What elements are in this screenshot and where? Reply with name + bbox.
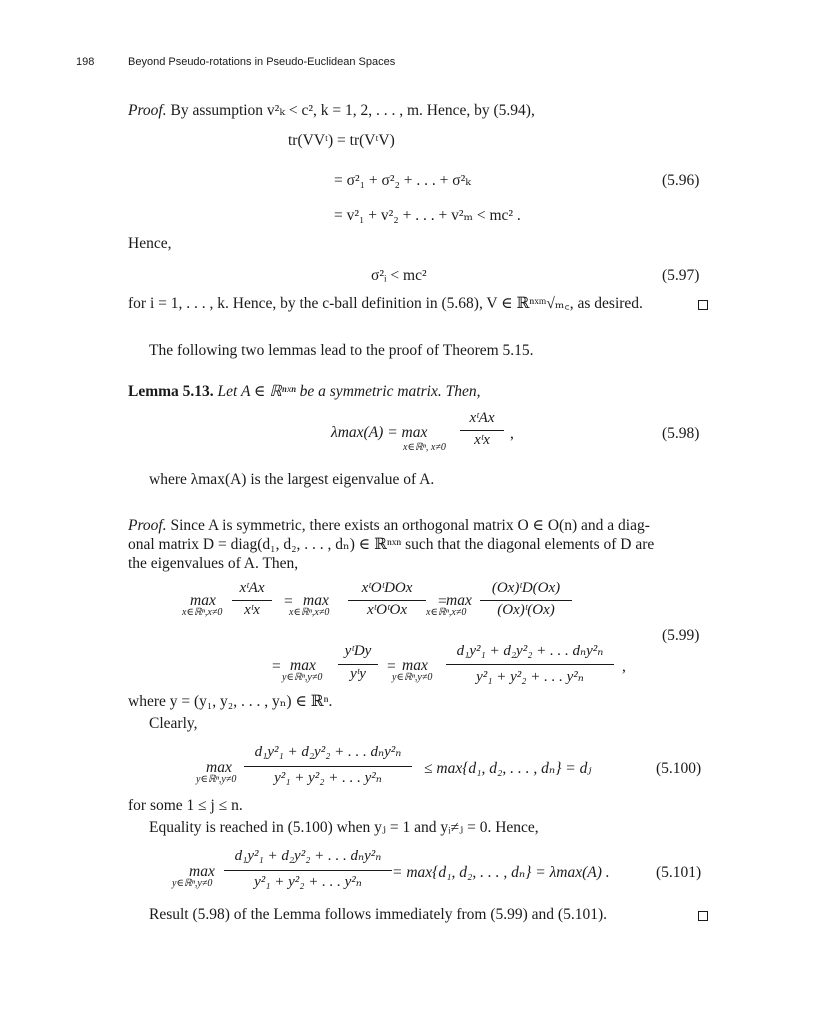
- eq98-den: xᵗx: [474, 432, 490, 448]
- eq101-max: max: [189, 863, 215, 880]
- proof1-intro: [128, 101, 535, 121]
- eq100-num: d₁y²₁ + d₂y²₂ + . . . dₙy²ₙ: [254, 744, 402, 760]
- eq100-bar: [244, 766, 412, 767]
- eq99-f3-bar: [480, 600, 572, 601]
- lemma-where: where λmax(A) is the largest eigenvalue of A.: [149, 471, 435, 488]
- eq100-sub: y∈ℝⁿ,y≠0: [196, 774, 237, 785]
- eq96-line1: tr(VVᵗ) = tr(VᵗV): [288, 132, 395, 149]
- eq97-number: (5.97): [662, 267, 700, 284]
- proof1-label: Proof.: [128, 102, 167, 119]
- eq100-max: max: [206, 759, 232, 776]
- qed-box-1: [698, 300, 708, 310]
- proof2-label: Proof.: [128, 517, 167, 534]
- eq99-f5-bar: [446, 664, 614, 665]
- eq100-number: (5.100): [656, 760, 702, 777]
- where-y-text: where y = (y₁, y₂, . . . , yₙ) ∈ ℝⁿ.: [128, 693, 333, 710]
- eq98-num: xᵗAx: [469, 410, 495, 426]
- eq99-sub-2: x∈ℝⁿ,x≠0: [289, 607, 330, 618]
- transition-text: The following two lemmas lead to the proof of Theorem 5.15.: [149, 342, 534, 359]
- eq101-number: (5.101): [656, 864, 702, 881]
- eq96-line2: = σ²₁ + σ²₂ + . . . + σ²ₖ: [334, 172, 471, 189]
- eq97: σ²ᵢ < mc²: [371, 267, 427, 284]
- proof2-line3: the eigenvalues of A. Then,: [128, 555, 299, 572]
- lemma-statement: [128, 382, 480, 402]
- page-number: 198: [76, 56, 95, 68]
- eq98-number: (5.98): [662, 425, 700, 442]
- eq99-sub-1: x∈ℝⁿ,x≠0: [182, 607, 223, 618]
- eq101-rhs: = max{d₁, d₂, . . . , dₙ} = λmax(A) .: [392, 864, 610, 881]
- eq99-f2-bar: [348, 600, 426, 601]
- clearly-text: Clearly,: [149, 715, 198, 732]
- eq101-sub: y∈ℝⁿ,y≠0: [172, 878, 213, 889]
- eq99-eq-2: =: [438, 593, 447, 610]
- eq96-number: (5.96): [662, 172, 700, 189]
- eq98-comma: ,: [510, 425, 514, 442]
- eq99-f1-bar: [232, 600, 272, 601]
- eq99-max-5: max: [402, 657, 428, 674]
- eq99-f1-den: xᵗx: [244, 602, 260, 618]
- eq99-sub-4: y∈ℝⁿ,y≠0: [282, 672, 323, 683]
- eq101-bar: [224, 870, 392, 871]
- eq99-sub-5: y∈ℝⁿ,y≠0: [392, 672, 433, 683]
- lemma-label: Lemma 5.13.: [128, 383, 214, 400]
- eq99-f3-den: (Ox)ᵗ(Ox): [497, 602, 555, 618]
- eq101-num: d₁y²₁ + d₂y²₂ + . . . dₙy²ₙ: [234, 848, 382, 864]
- eq101-den: y²₁ + y²₂ + . . . y²ₙ: [254, 874, 362, 890]
- eq99-eq-3: =: [272, 658, 281, 675]
- eq99-f1-num: xᵗAx: [239, 580, 265, 596]
- eq98-sub: x∈ℝⁿ, x≠0: [403, 442, 446, 453]
- eq99-f4-bar: [338, 664, 378, 665]
- eq99-f4-den: yᵗy: [350, 666, 366, 682]
- proof2-line1-text: Since A is symmetric, there exists an orthogonal matrix O ∈ O(n) and a diag-: [170, 517, 650, 534]
- eq99-max-3: max: [446, 592, 472, 609]
- eq99-max-2: max: [303, 592, 329, 609]
- eq99-f2-num: xᵗOᵗDOx: [361, 580, 413, 596]
- eq99-number: (5.99): [662, 627, 700, 644]
- eq99-eq-1: =: [284, 593, 293, 610]
- proof1-closing: for i = 1, . . . , k. Hence, by the c-ball definition in (5.68), V ∈ ℝⁿˣᵐ√ₘ꜀, as desired.: [128, 295, 643, 312]
- eq96-line3: = v²₁ + v²₂ + . . . + v²ₘ < mc² .: [334, 207, 521, 224]
- equality-text: Equality is reached in (5.100) when yⱼ = 1 and yᵢ≠ⱼ = 0. Hence,: [149, 819, 539, 836]
- eq99-f2-den: xᵗOᵗOx: [366, 602, 408, 618]
- eq99-sub-3: x∈ℝⁿ,x≠0: [426, 607, 467, 618]
- eq99-max-4: max: [290, 657, 316, 674]
- eq99-comma: ,: [622, 658, 626, 675]
- qed-box-2: [698, 911, 708, 921]
- eq99-eq-4: =: [387, 658, 396, 675]
- eq100-rhs: ≤ max{d₁, d₂, . . . , dₙ} = dⱼ: [424, 760, 592, 777]
- running-title: Beyond Pseudo-rotations in Pseudo-Euclidean Spaces: [128, 56, 396, 68]
- eq99-f5-den: y²₁ + y²₂ + . . . y²ₙ: [476, 669, 584, 685]
- eq99-f3-num: (Ox)ᵗD(Ox): [491, 580, 561, 596]
- eq98-lhs: λmax(A) = max: [331, 424, 428, 441]
- for-some-text: for some 1 ≤ j ≤ n.: [128, 797, 243, 814]
- eq99-f4-num: yᵗDy: [344, 643, 372, 659]
- result-text: Result (5.98) of the Lemma follows immediately from (5.99) and (5.101).: [149, 906, 608, 923]
- eq99-f5-num: d₁y²₁ + d₂y²₂ + . . . dₙy²ₙ: [456, 643, 604, 659]
- eq98-bar: [460, 430, 504, 431]
- eq100-den: y²₁ + y²₂ + . . . y²ₙ: [274, 770, 382, 786]
- eq99-max-1: max: [190, 592, 216, 609]
- proof1-intro-text: By assumption v²ₖ < c², k = 1, 2, . . . , m. Hence, by (5.94),: [170, 102, 535, 119]
- proof2-line2: onal matrix D = diag(d₁, d₂, . . . , dₙ) ∈ ℝⁿˣⁿ such that the diagonal elements of D are: [128, 536, 655, 553]
- proof2-line1: [128, 516, 650, 536]
- lemma-text: Let A ∈ ℝⁿˣⁿ be a symmetric matrix. Then,: [217, 383, 481, 400]
- hence-text: Hence,: [128, 235, 172, 252]
